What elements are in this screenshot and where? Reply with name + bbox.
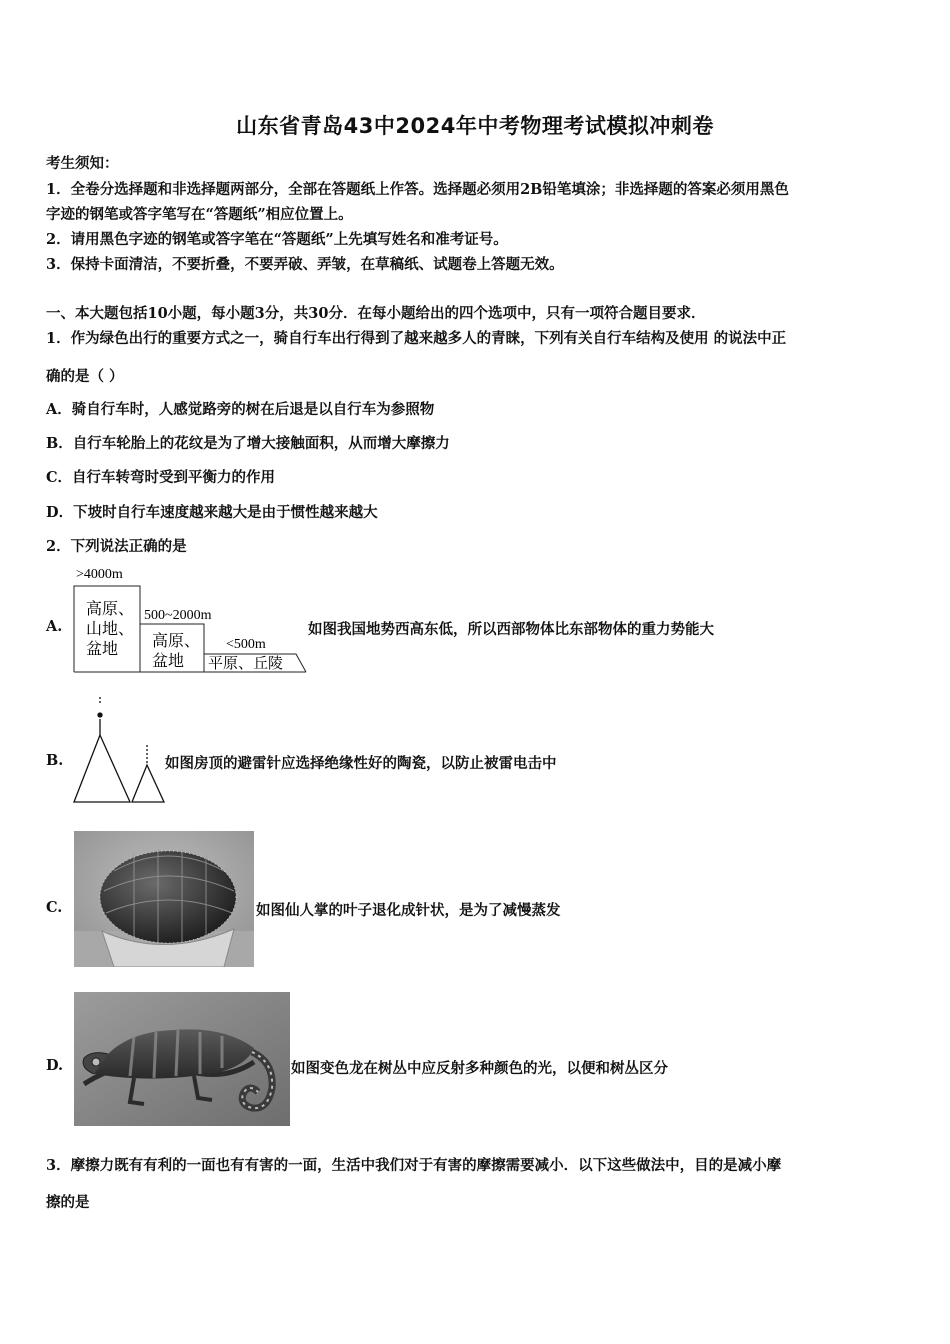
low-altitude-label: <500m: [226, 637, 266, 652]
notice-item-1: 1．全卷分选择题和非选择题两部分，全部在答题纸上作答。选择题必须用2B铅笔填涂；非选择题的答案必须用黑色: [46, 181, 789, 198]
notice-item-3: 3．保持卡面清洁，不要折叠，不要弄破、弄皱，在草稿纸、试题卷上答题无效。: [46, 256, 564, 273]
q1-option-d: D．下坡时自行车速度越来越大是由于惯性越来越大: [46, 504, 378, 521]
q2-option-a-label: A.: [46, 618, 63, 635]
lightning-rod-diagram: [70, 695, 170, 807]
notice-item-1-cont: 字迹的钢笔或答字笔写在“答题纸”相应位置上。: [46, 206, 353, 223]
notice-heading: 考生须知：: [46, 155, 119, 172]
q3-stem-line1: 3．摩擦力既有有利的一面也有有害的一面，生活中我们对于有害的摩擦需要减小．以下这些做法中，目的是减小摩: [46, 1157, 782, 1174]
q2-option-c-text: 如图仙人掌的叶子退化成针状，是为了减慢蒸发: [256, 902, 561, 919]
q3-stem-line2: 擦的是: [46, 1194, 90, 1211]
notice-item-2: 2．请用黑色字迹的钢笔或答字笔在“答题纸”上先填写姓名和准考证号。: [46, 231, 508, 248]
page-title: 山东省青岛43中2024年中考物理考试模拟冲刺卷: [236, 114, 714, 138]
section-heading: 一、本大题包括10小题，每小题3分，共30分．在每小题给出的四个选项中，只有一项符合题目要求．: [46, 305, 706, 322]
high-altitude-label: >4000m: [76, 567, 123, 582]
q1-stem-line2: 确的是（ ）: [46, 368, 124, 385]
cactus-photo: [74, 831, 254, 967]
high-terrain-3: 盆地: [86, 639, 119, 658]
q2-option-d-text: 如图变色龙在树丛中应反射多种颜色的光，以便和树丛区分: [291, 1060, 668, 1077]
terrain-diagram: [70, 562, 310, 677]
q2-option-d-label: D.: [46, 1057, 64, 1074]
q2-option-a-text: 如图我国地势西高东低，所以西部物体比东部物体的重力势能大: [308, 621, 714, 638]
mid-terrain-2: 盆地: [152, 651, 185, 670]
q1-option-a: A．骑自行车时，人感觉路旁的树在后退是以自行车为参照物: [46, 401, 435, 418]
q1-option-c: C．自行车转弯时受到平衡力的作用: [46, 469, 276, 486]
high-terrain-1: 高原、: [86, 599, 135, 618]
low-terrain: 平原、丘陵: [208, 654, 284, 672]
q2-option-b-text: 如图房顶的避雷针应选择绝缘性好的陶瓷，以防止被雷电击中: [165, 755, 557, 772]
q2-option-c-label: C.: [46, 899, 63, 916]
q1-stem-line1: 1．作为绿色出行的重要方式之一，骑自行车出行得到了越来越多人的青睐，下列有关自行车结构及使用 的说法中正: [46, 330, 787, 347]
mid-altitude-label: 500~2000m: [144, 608, 212, 623]
high-terrain-2: 山地、: [86, 619, 135, 638]
chameleon-photo: [74, 992, 290, 1126]
q2-stem: 2．下列说法正确的是: [46, 538, 187, 555]
q2-option-b-label: B.: [46, 752, 64, 769]
mid-terrain-1: 高原、: [152, 631, 201, 650]
q1-option-b: B．自行车轮胎上的花纹是为了增大接触面积，从而增大摩擦力: [46, 435, 450, 452]
